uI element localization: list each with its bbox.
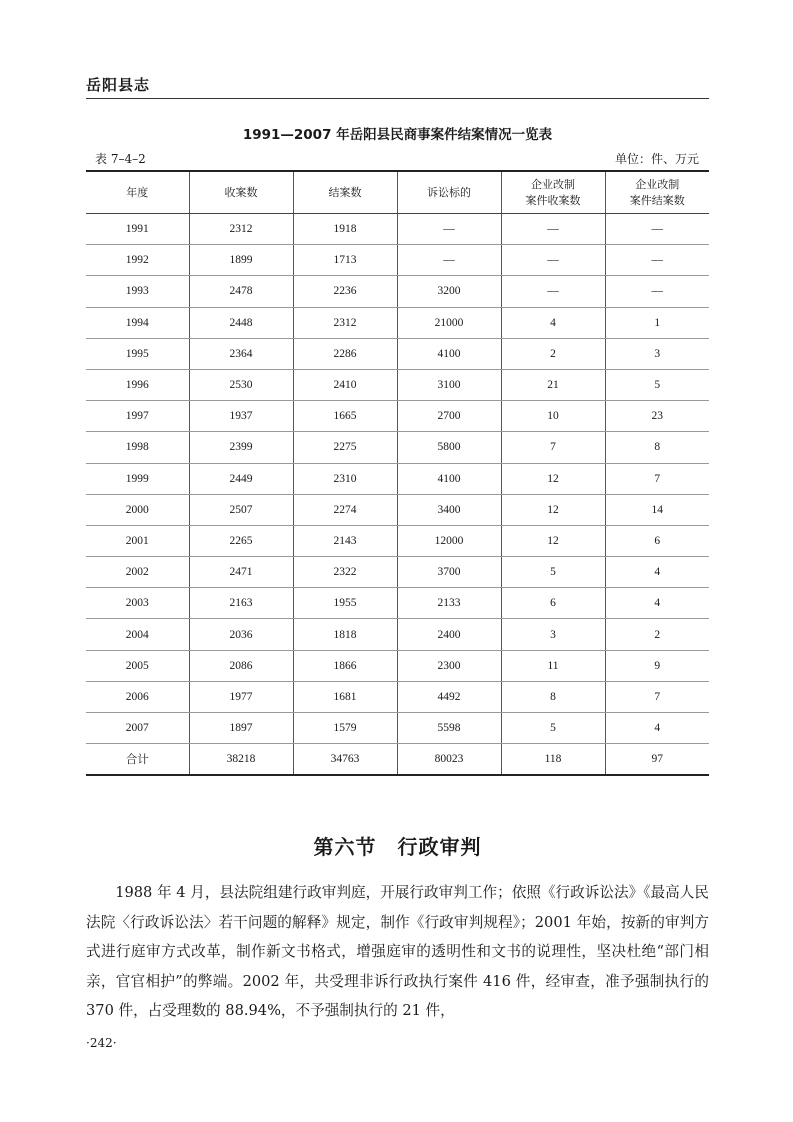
table-row — [86, 681, 709, 712]
table-cell: 1681 — [293, 681, 397, 712]
table-cell: 1991 — [86, 214, 189, 245]
table-cell: 2005 — [86, 650, 189, 681]
table-cell: 4100 — [397, 338, 501, 369]
table-cell: 97 — [651, 753, 663, 766]
total-row — [86, 744, 709, 776]
table-cell: 2265 — [189, 525, 293, 556]
table-unit: 单位：件、万元 — [614, 152, 699, 166]
column-header: 企业改制 案件结案数 — [605, 171, 709, 214]
table-cell: 1899 — [189, 245, 293, 276]
table-row — [86, 276, 709, 307]
table-cell: — — [501, 214, 605, 245]
column-header: 年度 — [86, 171, 189, 214]
table-cell: 2507 — [189, 494, 293, 525]
table-cell: 12 — [501, 525, 605, 556]
table-cell: 5 — [605, 369, 709, 400]
table-cell: 23 — [605, 401, 709, 432]
table-cell: 2275 — [293, 432, 397, 463]
table-row — [86, 245, 709, 276]
table-body — [86, 214, 709, 776]
header-rule — [86, 98, 709, 99]
table-cell: 7 — [605, 681, 709, 712]
table-cell: 21000 — [397, 307, 501, 338]
table-cell: 2006 — [86, 681, 189, 712]
table-cell: 8 — [501, 681, 605, 712]
table-cell: 2322 — [293, 557, 397, 588]
column-header: 诉讼标的 — [397, 171, 501, 214]
table-cell: 2471 — [189, 557, 293, 588]
table-cell: 2478 — [189, 276, 293, 307]
table-cell: 34763 — [293, 744, 397, 776]
table-row — [86, 401, 709, 432]
table-cell: 3 — [605, 338, 709, 369]
table-cell: 4100 — [397, 463, 501, 494]
table-cell: 1995 — [86, 338, 189, 369]
table-cell: 1918 — [293, 214, 397, 245]
table-cell: 2086 — [189, 650, 293, 681]
table-number: 表 7–4–2 — [95, 152, 146, 166]
table-cell: 4 — [605, 557, 709, 588]
table-cell: — — [605, 276, 709, 307]
table-row — [86, 494, 709, 525]
table-cell: 1998 — [86, 432, 189, 463]
table-header — [86, 171, 709, 214]
table-cell: 5 — [501, 557, 605, 588]
table-row — [86, 307, 709, 338]
table-cell: 2000 — [86, 494, 189, 525]
table-cell: 3200 — [397, 276, 501, 307]
table-cell: 合计 — [86, 744, 189, 776]
table-cell: — — [605, 245, 709, 276]
table-row — [86, 713, 709, 744]
table-cell: 4492 — [397, 681, 501, 712]
table-cell: 1818 — [293, 619, 397, 650]
table-cell: 2163 — [189, 588, 293, 619]
table-cell: 14 — [605, 494, 709, 525]
table-cell: — — [605, 214, 709, 245]
table-row — [86, 588, 709, 619]
table-cell: 2236 — [293, 276, 397, 307]
table-cell: 5598 — [397, 713, 501, 744]
table-row — [86, 432, 709, 463]
table-cell: 80023 — [397, 744, 501, 776]
table-cell: 4 — [605, 713, 709, 744]
table-cell: 3700 — [397, 557, 501, 588]
table-cell: — — [397, 214, 501, 245]
table-cell: 7 — [501, 432, 605, 463]
running-head-title: 岳阳县志 — [86, 76, 151, 94]
table-cell: 1999 — [86, 463, 189, 494]
table-cell: 1665 — [293, 401, 397, 432]
table-cell: 2036 — [189, 619, 293, 650]
table-cell: 1992 — [86, 245, 189, 276]
table-cell: 2410 — [293, 369, 397, 400]
table-cell: 2310 — [293, 463, 397, 494]
table-row — [86, 619, 709, 650]
table-row — [86, 525, 709, 556]
table-cell: 2399 — [189, 432, 293, 463]
table-cell: 10 — [501, 401, 605, 432]
table-cell: 2001 — [86, 525, 189, 556]
table-cell: 21 — [501, 369, 605, 400]
table-cell: — — [397, 245, 501, 276]
table-cell: 38218 — [189, 744, 293, 776]
table-cell: 12 — [501, 463, 605, 494]
table-cell: 2004 — [86, 619, 189, 650]
table-row — [86, 338, 709, 369]
table-cell: 2300 — [397, 650, 501, 681]
table-cell: 2143 — [293, 525, 397, 556]
table-cell: 1996 — [86, 369, 189, 400]
table-cell: 5800 — [397, 432, 501, 463]
table-cell: 7 — [605, 463, 709, 494]
table-cell: 2 — [501, 338, 605, 369]
table-cell: 2274 — [293, 494, 397, 525]
table-cell: 2448 — [189, 307, 293, 338]
page-number: ·242· — [86, 1036, 117, 1050]
table-cell: 1997 — [86, 401, 189, 432]
table-cell: 1 — [605, 307, 709, 338]
table-cell: 2449 — [189, 463, 293, 494]
table-cell: 1993 — [86, 276, 189, 307]
table-cell: 1713 — [293, 245, 397, 276]
header-row — [86, 171, 709, 214]
table-cell: 11 — [501, 650, 605, 681]
table-row — [86, 463, 709, 494]
section-title: 第六节 行政审判 — [313, 835, 482, 859]
table-cell: 2003 — [86, 588, 189, 619]
body-paragraph: 1988 年 4 月，县法院组建行政审判庭，开展行政审判工作；依照《行政诉讼法》《最高人民法院〈行政诉讼法〉若干问题的解释》规定，制作《行政审判规程》；2001 年始，按新的审判方式进行庭审方式改革，制作新文书格式，增强庭审的透明性和文书的说理性，坚决杜绝“部门相亲，官官相护”的弊端。2002 年，共受理非诉行政执行案件 416 件，经审查，准予强制执行的 370 件，占受理数的 88.94%，不予强制执行的 21 件， — [86, 884, 709, 1019]
table-cell: 12 — [501, 494, 605, 525]
table-cell: 12000 — [397, 525, 501, 556]
table-row — [86, 650, 709, 681]
table-cell: 9 — [605, 650, 709, 681]
table-cell: 4 — [605, 588, 709, 619]
table-title: 1991—2007 年岳阳县民商事案件结案情况一览表 — [242, 127, 553, 143]
table-cell: 1977 — [189, 681, 293, 712]
table-row — [86, 369, 709, 400]
table-cell: 3400 — [397, 494, 501, 525]
table-cell: 1994 — [86, 307, 189, 338]
table-cell: 2 — [605, 619, 709, 650]
table-cell: 2002 — [86, 557, 189, 588]
table-cell: 4 — [501, 307, 605, 338]
data-table — [86, 170, 709, 776]
column-header: 收案数 — [189, 171, 293, 214]
table-cell: 2364 — [189, 338, 293, 369]
column-header: 结案数 — [293, 171, 397, 214]
table-cell: 1897 — [189, 713, 293, 744]
table-cell: 5 — [501, 713, 605, 744]
table-cell: 6 — [501, 588, 605, 619]
table-cell: 2700 — [397, 401, 501, 432]
table-cell: 2133 — [397, 588, 501, 619]
table-cell: — — [501, 276, 605, 307]
table-cell: 1937 — [189, 401, 293, 432]
table-cell: 1866 — [293, 650, 397, 681]
table-row — [86, 557, 709, 588]
column-header: 企业改制 案件收案数 — [501, 171, 605, 214]
table-cell: 2530 — [189, 369, 293, 400]
table-cell: 2286 — [293, 338, 397, 369]
table-cell: 2007 — [86, 713, 189, 744]
table-cell: 2400 — [397, 619, 501, 650]
table-cell: — — [501, 245, 605, 276]
table-cell: 2312 — [189, 214, 293, 245]
table-cell: 118 — [501, 744, 605, 776]
table-cell: 1579 — [293, 713, 397, 744]
table-cell: 3100 — [397, 369, 501, 400]
table-cell: 8 — [605, 432, 709, 463]
table-cell: 1955 — [293, 588, 397, 619]
table-row — [86, 214, 709, 245]
table-cell: 2312 — [293, 307, 397, 338]
table-cell: 6 — [605, 525, 709, 556]
table-cell: 3 — [501, 619, 605, 650]
